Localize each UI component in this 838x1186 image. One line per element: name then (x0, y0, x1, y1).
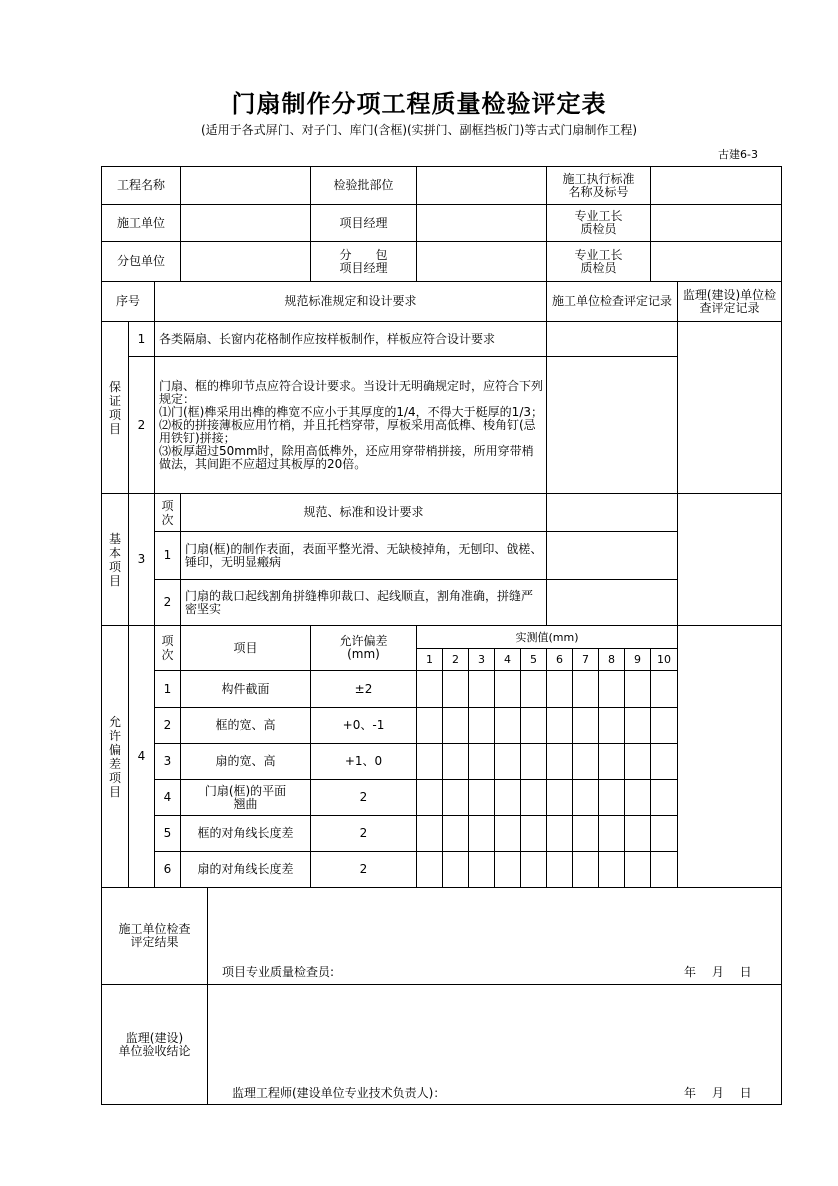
measured-value-cell[interactable] (598, 707, 625, 744)
measured-value-cell[interactable] (650, 670, 678, 708)
tolerance-item-name: 扇的宽、高 (180, 743, 311, 780)
tolerance-item-header: 项目 (180, 625, 311, 671)
measured-value-cell[interactable] (520, 851, 547, 888)
basic-item-text: 门扇(框)的制作表面，表面平整光滑、无缺棱掉角，无刨印、戗槎、锤印，无明显瘢病 (180, 531, 547, 580)
tolerance-sub-no: 1 (154, 670, 181, 708)
tolerance-item-name: 框的宽、高 (180, 707, 311, 744)
form-code: 古建6-3 (718, 148, 758, 161)
basic-supervisor-record[interactable] (677, 493, 782, 626)
measured-value-cell[interactable] (546, 779, 573, 816)
foreman-inspector-2-field[interactable] (650, 241, 782, 282)
tolerance-item-no: 4 (128, 625, 155, 888)
measured-value-cell[interactable] (442, 670, 469, 708)
measured-value-cell[interactable] (494, 743, 521, 780)
guarantee-item-text: 各类隔扇、长窗内花格制作应按样板制作，样板应符合设计要求 (154, 321, 547, 357)
measured-value-cell[interactable] (650, 779, 678, 816)
guarantee-supervisor-record[interactable] (677, 321, 782, 494)
measure-col-header: 8 (598, 648, 625, 671)
date-label-1: 年 月 日 (684, 965, 752, 979)
guarantee-record-2[interactable] (546, 356, 678, 494)
project-name-field[interactable] (180, 166, 311, 205)
measured-value-cell[interactable] (572, 707, 599, 744)
measured-value-cell[interactable] (650, 851, 678, 888)
foreman-inspector-2-label: 专业工长 质检员 (546, 241, 651, 282)
basic-record-1[interactable] (546, 531, 678, 580)
measured-value-cell[interactable] (468, 851, 495, 888)
measured-value-cell[interactable] (624, 743, 651, 780)
inspection-lot-label: 检验批部位 (310, 166, 417, 205)
inspector-signature-label: 项目专业质量检查员: (222, 965, 335, 979)
measured-value-cell[interactable] (494, 851, 521, 888)
form-subtitle: (适用于各式屏门、对子门、库门(含框)(实拼门、副框挡板门)等古式门扇制作工程) (200, 123, 638, 137)
measured-value-cell[interactable] (598, 670, 625, 708)
tolerance-sub-no: 5 (154, 815, 181, 852)
tolerance-value: 2 (310, 815, 417, 852)
basic-sub-no: 1 (154, 531, 181, 580)
foreman-inspector-label: 专业工长 质检员 (546, 204, 651, 242)
measured-value-cell[interactable] (442, 779, 469, 816)
measured-header: 实测值(mm) (416, 625, 678, 649)
contractor-label: 施工单位 (101, 204, 181, 242)
measured-value-cell[interactable] (442, 743, 469, 780)
guarantee-item-text: 门扇、框的榫卯节点应符合设计要求。当设计无明确规定时，应符合下列规定： ⑴门(框)榫采用出榫的榫宽不应小于其厚度的1/4，不得大于梃厚的1/3； ⑵板的拼接薄板应用竹梢，并且托档穿带，厚板采用高低榫、梭角钉(忌用铁钉)拼接； ⑶板厚超过50mm时，除用高低榫外，还应用穿带梢拼接，所用穿带梢做法，其间距不应超过其板厚的20倍。 (154, 356, 547, 494)
standard-field[interactable] (650, 166, 782, 205)
measure-col-header: 5 (520, 648, 547, 671)
measured-value-cell[interactable] (520, 815, 547, 852)
basic-item-text: 门扇的裁口起线割角拼缝榫卯裁口、起线顺直，割角准确，拼缝严密坚实 (180, 579, 547, 626)
tolerance-item-name: 扇的对角线长度差 (180, 851, 311, 888)
measured-value-cell[interactable] (572, 851, 599, 888)
basic-sub-no-header: 项次 (154, 493, 181, 532)
measured-value-cell[interactable] (442, 707, 469, 744)
measure-col-header: 2 (442, 648, 469, 671)
tolerance-supervisor-record[interactable] (677, 625, 782, 888)
measured-value-cell[interactable] (624, 851, 651, 888)
date-label-2: 年 月 日 (684, 1086, 752, 1100)
contractor-record-header: 施工单位检查评定记录 (546, 281, 678, 322)
measured-value-cell[interactable] (572, 670, 599, 708)
measured-value-cell[interactable] (546, 707, 573, 744)
measured-value-cell[interactable] (598, 851, 625, 888)
measured-value-cell[interactable] (416, 707, 443, 744)
measured-value-cell[interactable] (494, 707, 521, 744)
measured-value-cell[interactable] (598, 815, 625, 852)
guarantee-section-label: 保证项目 (101, 321, 129, 494)
project-manager-label: 项目经理 (310, 204, 417, 242)
measured-value-cell[interactable] (520, 707, 547, 744)
tolerance-value: +0、-1 (310, 707, 417, 744)
measured-value-cell[interactable] (468, 815, 495, 852)
measured-value-cell[interactable] (624, 815, 651, 852)
tolerance-value: 2 (310, 851, 417, 888)
tolerance-sub-no: 2 (154, 707, 181, 744)
form-title: 门扇制作分项工程质量检验评定表 (231, 90, 607, 118)
supervisor-record-header: 监理(建设)单位检查评定记录 (677, 281, 782, 322)
measured-value-cell[interactable] (468, 779, 495, 816)
measured-value-cell[interactable] (650, 815, 678, 852)
guarantee-item-no: 2 (128, 356, 155, 494)
measure-col-header: 10 (650, 648, 678, 671)
basic-item-no: 3 (128, 493, 155, 626)
contractor-result-label: 施工单位检查 评定结果 (101, 887, 208, 985)
basic-section-label: 基本项目 (101, 493, 129, 626)
tolerance-item-name: 框的对角线长度差 (180, 815, 311, 852)
contractor-field[interactable] (180, 204, 311, 242)
basic-record-header[interactable] (546, 493, 678, 532)
measured-value-cell[interactable] (650, 743, 678, 780)
measured-value-cell[interactable] (546, 851, 573, 888)
measured-value-cell[interactable] (520, 743, 547, 780)
measure-col-header: 1 (416, 648, 443, 671)
subcontractor-field[interactable] (180, 241, 311, 282)
measure-col-header: 3 (468, 648, 495, 671)
tolerance-value: 2 (310, 779, 417, 816)
measured-value-cell[interactable] (520, 779, 547, 816)
measured-value-cell[interactable] (416, 851, 443, 888)
seq-header: 序号 (101, 281, 155, 322)
measured-value-cell[interactable] (624, 707, 651, 744)
measure-col-header: 7 (572, 648, 599, 671)
tolerance-sub-no: 6 (154, 851, 181, 888)
guarantee-record-1[interactable] (546, 321, 678, 357)
tolerance-value: ±2 (310, 670, 417, 708)
project-name-label: 工程名称 (101, 166, 181, 205)
measured-value-cell[interactable] (468, 670, 495, 708)
measured-value-cell[interactable] (650, 707, 678, 744)
measured-value-cell[interactable] (546, 743, 573, 780)
measured-value-cell[interactable] (468, 743, 495, 780)
measured-value-cell[interactable] (624, 670, 651, 708)
standard-label: 施工执行标准 名称及标号 (546, 166, 651, 205)
sub-project-manager-label: 分 包 项目经理 (310, 241, 417, 282)
tolerance-sub-no: 4 (154, 779, 181, 816)
tolerance-section-label: 允许偏差项目 (101, 625, 129, 888)
tolerance-value: +1、0 (310, 743, 417, 780)
measured-value-cell[interactable] (416, 670, 443, 708)
tolerance-sub-no: 3 (154, 743, 181, 780)
measured-value-cell[interactable] (494, 670, 521, 708)
supervisor-conclusion-label: 监理(建设) 单位验收结论 (101, 984, 208, 1105)
measured-value-cell[interactable] (624, 779, 651, 816)
tolerance-sub-no-header: 项次 (154, 625, 181, 671)
measured-value-cell[interactable] (546, 670, 573, 708)
measured-value-cell[interactable] (572, 815, 599, 852)
measured-value-cell[interactable] (442, 851, 469, 888)
subcontractor-label: 分包单位 (101, 241, 181, 282)
measured-value-cell[interactable] (572, 779, 599, 816)
measured-value-cell[interactable] (442, 815, 469, 852)
measured-value-cell[interactable] (572, 743, 599, 780)
measured-value-cell[interactable] (598, 743, 625, 780)
measure-col-header: 9 (624, 648, 651, 671)
measured-value-cell[interactable] (416, 779, 443, 816)
measured-value-cell[interactable] (468, 707, 495, 744)
tolerance-item-name: 构件截面 (180, 670, 311, 708)
foreman-inspector-field[interactable] (650, 204, 782, 242)
measure-col-header: 6 (546, 648, 573, 671)
measure-col-header: 4 (494, 648, 521, 671)
measured-value-cell[interactable] (598, 779, 625, 816)
sub-project-manager-field[interactable] (416, 241, 547, 282)
basic-req-header: 规范、标准和设计要求 (180, 493, 547, 532)
basic-sub-no: 2 (154, 579, 181, 626)
measured-value-cell[interactable] (416, 743, 443, 780)
engineer-signature-label: 监理工程师(建设单位专业技术负责人)： (232, 1086, 446, 1100)
requirements-header: 规范标准规定和设计要求 (154, 281, 547, 322)
measured-value-cell[interactable] (416, 815, 443, 852)
guarantee-item-no: 1 (128, 321, 155, 357)
tolerance-tol-header: 允许偏差 (mm) (310, 625, 417, 671)
project-manager-field[interactable] (416, 204, 547, 242)
measured-value-cell[interactable] (494, 779, 521, 816)
measured-value-cell[interactable] (546, 815, 573, 852)
measured-value-cell[interactable] (520, 670, 547, 708)
basic-record-2[interactable] (546, 579, 678, 626)
measured-value-cell[interactable] (494, 815, 521, 852)
tolerance-item-name: 门扇(框)的平面 翘曲 (180, 779, 311, 816)
inspection-lot-field[interactable] (416, 166, 547, 205)
